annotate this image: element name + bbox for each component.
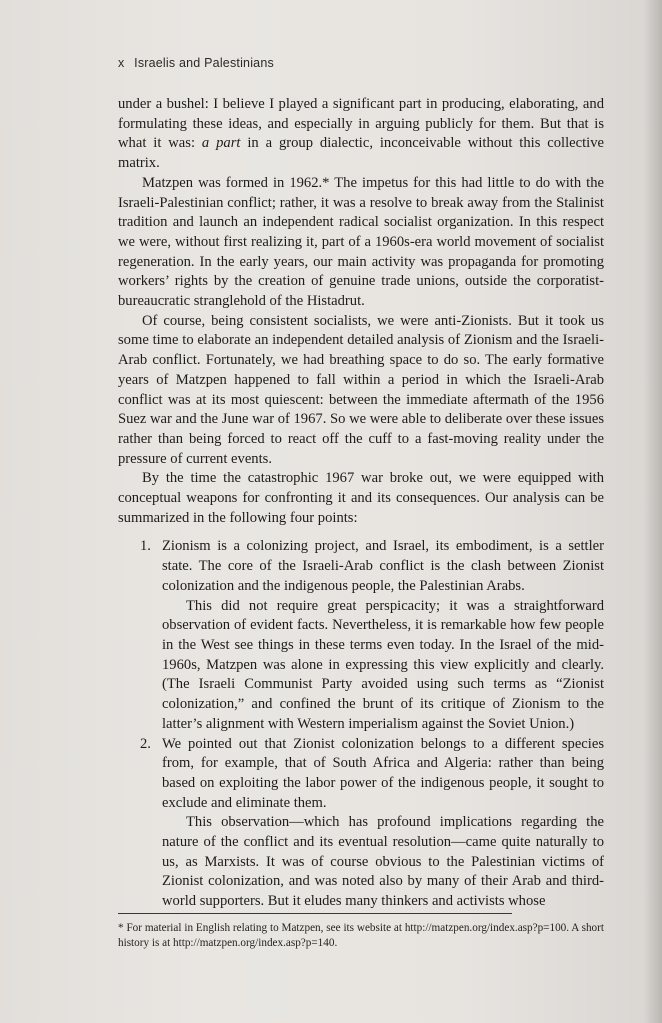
paragraph	[118, 174, 604, 312]
footnote: * For material in English relating to Matzpen, see its website at http://matzpen.org/index.asp?p=100. A short history is at http://matzpen.org/index.asp?p=140.	[118, 922, 604, 949]
numbered-point	[118, 735, 604, 912]
point-paragraph: Zionism is a colonizing project, and Israel, its embodiment, is a settler state. The core of the Israeli-Arab conflict is the clash between Zionist colonization and the indigenous people, the Palestinian Arabs.	[162, 538, 604, 594]
italic-text: a part	[201, 135, 241, 152]
page-spine-shadow	[644, 0, 662, 1023]
body-text	[118, 95, 604, 912]
numbered-point	[118, 537, 604, 734]
footnote-rule	[118, 913, 512, 914]
point-paragraph: This did not require great perspicacity; it was a straightforward observation of evident facts. Nevertheless, it is remarkable how few people in the West see things in these terms even today. In the Israel of the mid-1960s, Matzpen was alone in expressing this view explicitly and clearly. (The Israeli Communist Party avoided using such terms as “Zionist colonization,” and confined the brunt of its critique of Zionism to the latter’s alignment with Western imperialism against the Soviet Union.)	[162, 597, 604, 732]
point-paragraph: This observation—which has profound implications regarding the nature of the conflict and its eventual resolution—came quite naturally to us, as Marxists. It was of course obvious to the Palestinian victims of Zionist colonization, and was noted also by many of their Arab and third-world supporters. But it eludes many thinkers and activists whose	[162, 814, 604, 910]
book-title: Israelis and Palestinians	[134, 56, 274, 70]
page-number: x	[118, 56, 125, 70]
paragraph	[118, 95, 604, 174]
text-segment: By the time the catastrophic 1967 war broke out, we were equipped with conceptual weapons for confronting it and its consequences. Our analysis can be summarized in the following four points:	[118, 470, 604, 526]
point-number: 1.	[140, 538, 151, 555]
text-segment: in a group dialectic, inconceivable without this collective matrix.	[118, 135, 604, 172]
point-paragraph: We pointed out that Zionist colonization belongs to a different species from, for example, that of South Africa and Algeria: rather than being based on exploiting the labor power of the indigenous people, it sought to exclude and eliminate them.	[162, 735, 604, 811]
running-head	[118, 56, 274, 70]
text-segment: under a bushel: I believe I played a significant part in producing, elaborating, and formulating these ideas, and especially in arguing publicly for them. But that is what it was:	[118, 96, 604, 152]
paragraph	[118, 312, 604, 470]
paragraphs	[118, 95, 604, 528]
paragraph	[118, 469, 604, 528]
text-segment: Of course, being consistent socialists, we were anti-Zionists. But it took us some time to elaborate an independent detailed analysis of Zionism and the Israeli-Arab conflict. Fortunately, we had breathing space to do so. The early formative years of Matzpen happened to fall within a period in which the Israeli-Arab conflict was at its most quiescent: between the immediate aftermath of the 1956 Suez war and the June war of 1967. So we were able to deliberate over these issues rather than being forced to react off the cuff to a fast-moving reality under the pressure of current events.	[118, 312, 604, 467]
point-number: 2.	[140, 735, 151, 752]
numbered-points	[118, 537, 604, 911]
text-segment: Matzpen was formed in 1962.* The impetus for this had little to do with the Israeli-Palestinian conflict; rather, it was a resolve to break away from the Stalinist tradition and launch an independent radical socialist organization. In this respect we were, without first realizing it, part of a 1960s-era world movement of socialist regeneration. In the early years, our main activity was propaganda for promoting workers’ rights by the creation of genuine trade unions, outside the corporatist-bureaucratic stranglehold of the Histadrut.	[118, 174, 604, 310]
